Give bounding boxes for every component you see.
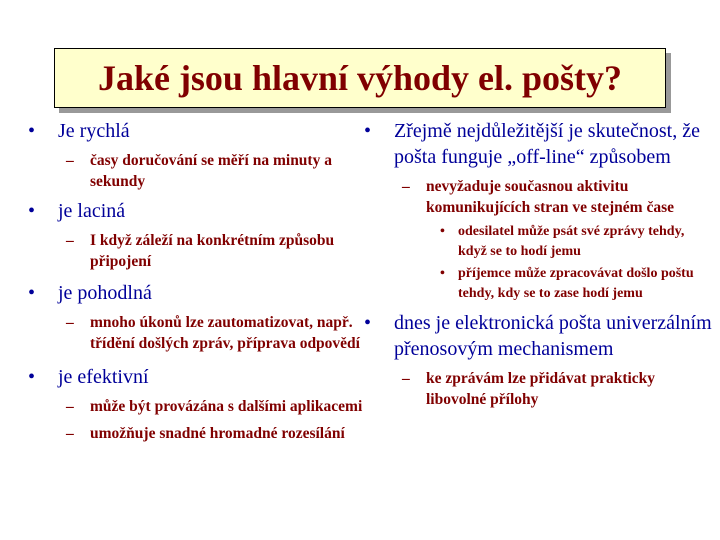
sub-bullet-text: nevyžaduje současnou aktivitu komunikujících stran ve stejném čase — [426, 178, 674, 216]
sub-bullet-delivery-times — [28, 150, 368, 192]
sub-bullet-text: časy doručování se měří na minuty a sekundy — [90, 152, 332, 190]
bullet-offline — [364, 118, 716, 170]
sub-bullet-dash: – — [66, 232, 74, 249]
bullet-text: Zřejmě nejdůležitější je skutečnost, že pošta funguje „off-line“ způsobem — [394, 120, 700, 168]
sub-bullet-attachments — [364, 368, 716, 410]
bullet-fast — [28, 118, 368, 144]
subsub-bullet-dot: • — [440, 266, 445, 281]
sub-bullet-text: I když záleží na konkrétním způsobu připojení — [90, 232, 335, 270]
bullet-effective — [28, 364, 368, 390]
bullet-dot: • — [364, 312, 372, 334]
sub-bullet-integration — [28, 396, 368, 417]
sub-bullet-dash: – — [66, 314, 74, 331]
subsub-bullet-text: příjemce může zpracovávat došlo poštu tehdy, kdy se to zase hodí jemu — [458, 266, 694, 301]
slide-title: Jaké jsou hlavní výhody el. pošty? — [97, 58, 623, 98]
bullet-text: je efektivní — [58, 366, 149, 388]
sub-bullet-automation — [28, 312, 368, 354]
subsub-bullet-recipient — [364, 264, 716, 304]
sub-bullet-connection — [28, 230, 368, 272]
bullet-dot: • — [28, 120, 36, 142]
sub-bullet-dash: – — [402, 178, 410, 195]
bullet-text: dnes je elektronická pošta univerzálním přenosovým mechanismem — [394, 312, 712, 360]
sub-bullet-text: umožňuje snadné hromadné rozesílání — [90, 425, 345, 442]
bullet-text: Je rychlá — [58, 120, 130, 142]
sub-bullet-text: může být provázána s dalšími aplikacemi — [90, 398, 363, 415]
sub-bullet-dash: – — [66, 152, 74, 169]
sub-bullet-mass-mailing — [28, 423, 368, 444]
left-column — [28, 118, 368, 444]
sub-bullet-dash: – — [66, 425, 74, 442]
subsub-bullet-sender — [364, 222, 716, 262]
sub-bullet-text: ke zprávám lze přidávat prakticky libovolné přílohy — [426, 370, 656, 408]
bullet-convenient — [28, 280, 368, 306]
bullet-universal — [364, 310, 716, 362]
right-column — [364, 118, 716, 410]
title-box — [54, 48, 666, 108]
sub-bullet-dash: – — [402, 370, 410, 387]
bullet-dot: • — [28, 200, 36, 222]
bullet-dot: • — [28, 366, 36, 388]
bullet-text: je laciná — [58, 200, 126, 222]
bullet-text: je pohodlná — [58, 282, 152, 304]
sub-bullet-no-simultaneous — [364, 176, 716, 218]
bullet-dot: • — [364, 120, 372, 142]
subsub-bullet-dot: • — [440, 224, 445, 239]
bullet-cheap — [28, 198, 368, 224]
sub-bullet-text: mnoho úkonů lze zautomatizovat, např. třídění došlých zpráv, příprava odpovědí — [90, 314, 360, 352]
sub-bullet-dash: – — [66, 398, 74, 415]
bullet-dot: • — [28, 282, 36, 304]
subsub-bullet-text: odesilatel může psát své zprávy tehdy, když se to hodí jemu — [458, 224, 685, 259]
